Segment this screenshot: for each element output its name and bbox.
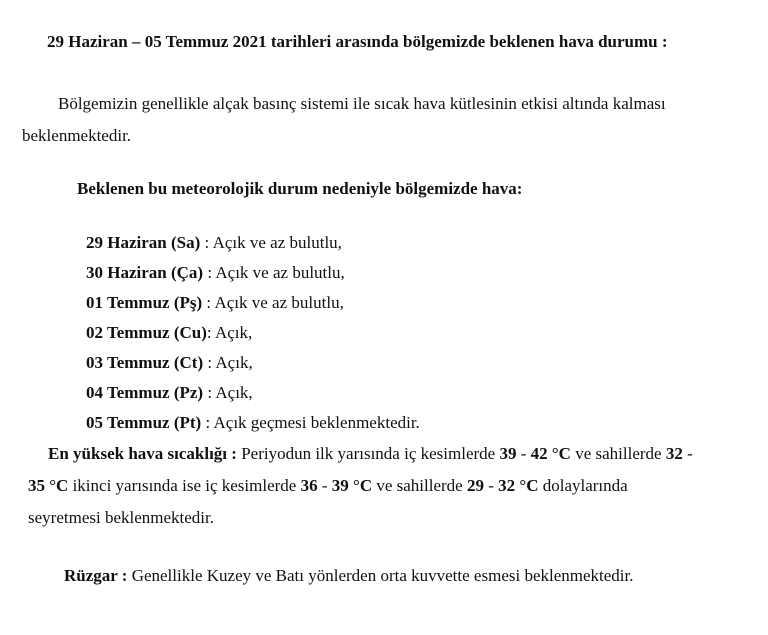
forecast-row: 03 Temmuz (Ct) : Açık,	[86, 353, 253, 372]
forecast-row: 01 Temmuz (Pş) : Açık ve az bulutlu,	[86, 293, 344, 312]
intro-line-2: beklenmektedir.	[22, 126, 132, 145]
forecast-day: 30 Haziran (Ça)	[86, 263, 204, 282]
forecast-day: 01 Temmuz (Pş)	[86, 293, 203, 312]
forecast-subheading: Beklenen bu meteorolojik durum nedeniyle bölgemizde hava:	[77, 179, 523, 198]
forecast-row: 29 Haziran (Sa) : Açık ve az bulutlu,	[86, 233, 342, 252]
forecast-row: 30 Haziran (Ça) : Açık ve az bulutlu,	[86, 263, 345, 282]
document-title: 29 Haziran – 05 Temmuz 2021 tarihleri arasında bölgemizde beklenen hava durumu :	[47, 32, 668, 51]
wind-line: Rüzgar : Genellikle Kuzey ve Batı yönlerden orta kuvvette esmesi beklenmektedir.	[64, 566, 634, 585]
forecast-desc: Açık,	[214, 323, 253, 342]
temperature-line-1: En yüksek hava sıcaklığı : Periyodun ilk yarısında iç kesimlerde 39 - 42 °C ve sahillerde 32 -	[48, 444, 693, 463]
forecast-day: 05 Temmuz (Pt)	[86, 413, 202, 432]
forecast-day: 04 Temmuz (Pz)	[86, 383, 204, 402]
forecast-row: 05 Temmuz (Pt) : Açık geçmesi beklenmektedir.	[86, 413, 420, 432]
forecast-desc: Açık ve az bulutlu,	[214, 293, 344, 312]
forecast-row: 04 Temmuz (Pz) : Açık,	[86, 383, 253, 402]
forecast-desc: Açık ve az bulutlu,	[215, 263, 345, 282]
forecast-desc: Açık geçmesi beklenmektedir.	[213, 413, 420, 432]
forecast-desc: Açık ve az bulutlu,	[212, 233, 342, 252]
intro-line-1: Bölgemizin genellikle alçak basınç sistemi ile sıcak hava kütlesinin etkisi altında kalması	[58, 94, 666, 113]
temperature-label: En yüksek hava sıcaklığı :	[48, 444, 237, 463]
temperature-line-3: seyretmesi beklenmektedir.	[28, 508, 214, 527]
forecast-desc: Açık,	[215, 383, 253, 402]
wind-label: Rüzgar :	[64, 566, 128, 585]
forecast-desc: Açık,	[215, 353, 253, 372]
forecast-day: 02 Temmuz (Cu)	[86, 323, 207, 342]
forecast-day: 29 Haziran (Sa)	[86, 233, 201, 252]
forecast-day: 03 Temmuz (Ct)	[86, 353, 204, 372]
forecast-row: 02 Temmuz (Cu): Açık,	[86, 323, 253, 342]
temperature-line-2: 35 °C ikinci yarısında ise iç kesimlerde 36 - 39 °C ve sahillerde 29 - 32 °C dolaylarında	[28, 476, 628, 495]
